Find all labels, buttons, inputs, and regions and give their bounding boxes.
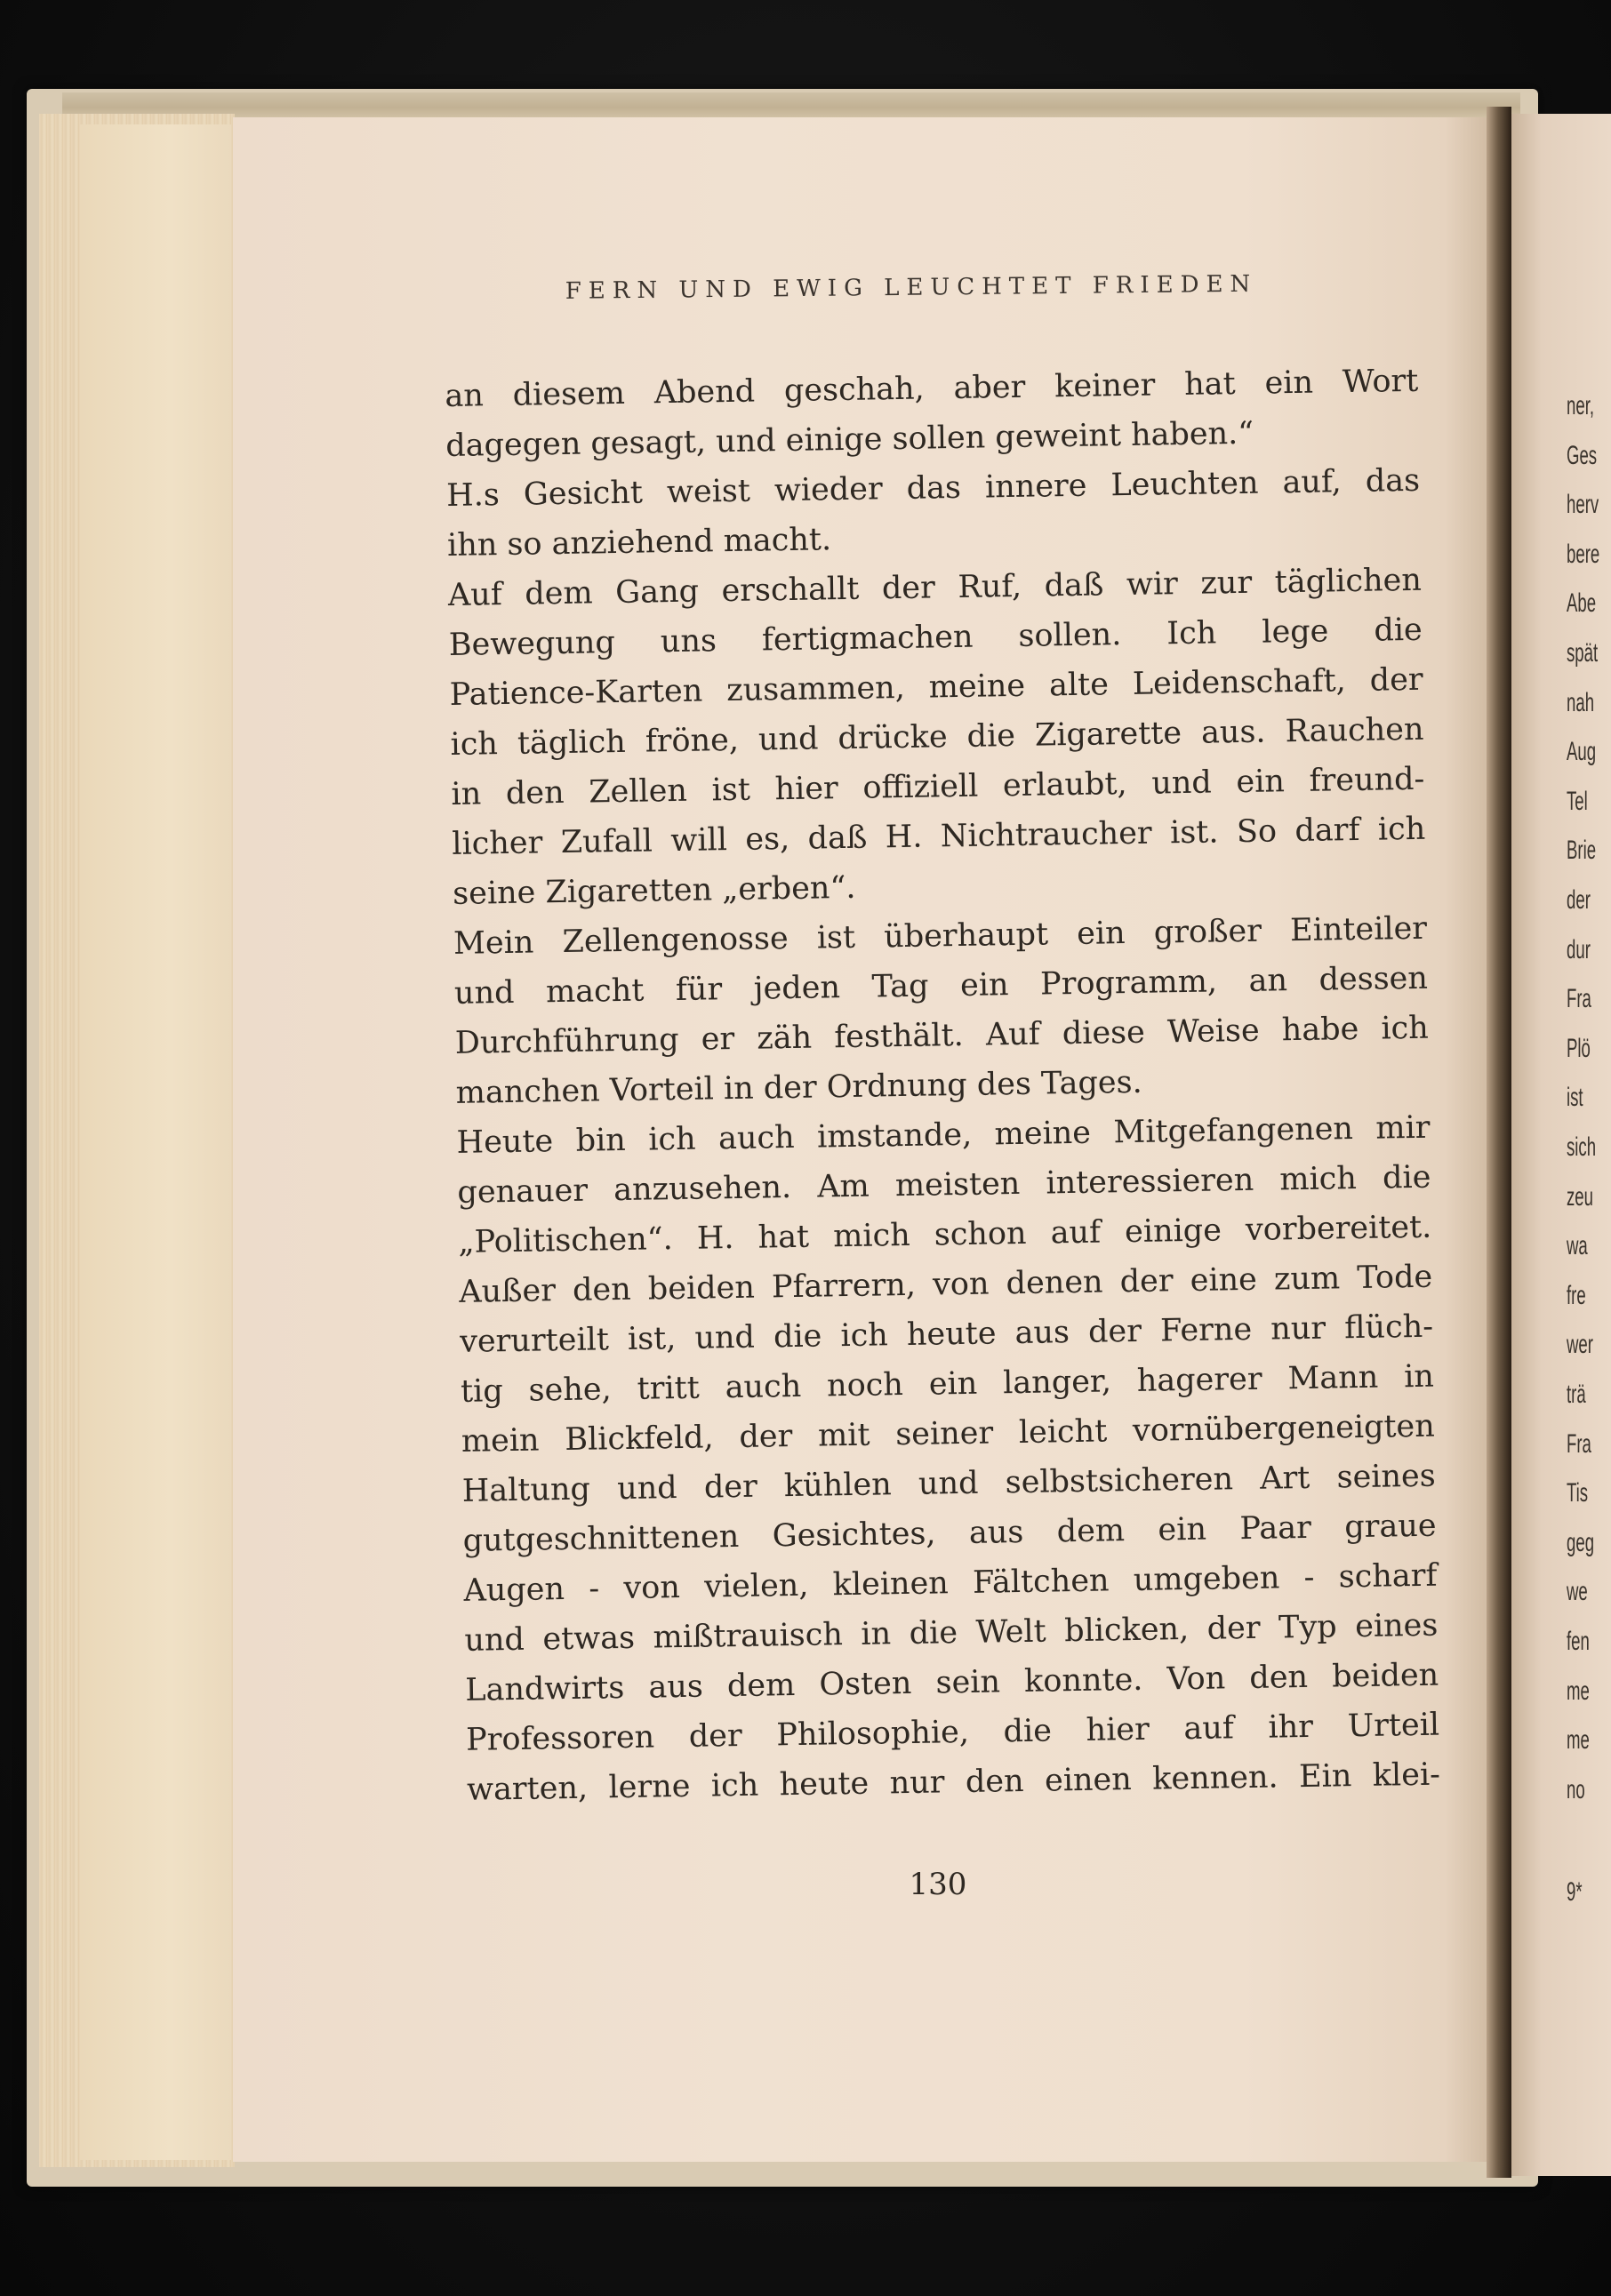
- text-line: Bewegung uns fertigmachen sollen. Ich lege die: [448, 612, 1423, 663]
- facing-page-fragment: Tel: [1567, 786, 1588, 816]
- text-line: an diesem Abend geschah, aber keiner hat ein Wort: [445, 363, 1419, 414]
- facing-page-fragment: Ges: [1567, 440, 1598, 470]
- text-line: Augen - von vielen, kleinen Fältchen umgeben - scharf: [463, 1557, 1438, 1609]
- text-line: Mein Zellengenosse ist überhaupt ein großer Einteiler: [453, 910, 1428, 962]
- facing-page-fragment: trä: [1567, 1380, 1586, 1409]
- facing-page-fragment: wer: [1567, 1330, 1593, 1360]
- text-line: Patience-Karten zusammen, meine alte Leidenschaft, der: [449, 661, 1423, 713]
- facing-page-fragment: nah: [1567, 687, 1595, 717]
- text-line: Landwirts aus dem Osten sein konnte. Von den beiden: [464, 1657, 1439, 1708]
- facing-page-fragment: 9*: [1567, 1877, 1583, 1908]
- body-text: [445, 356, 1440, 1815]
- facing-page-fragment: me: [1567, 1725, 1590, 1756]
- text-line: Haltung und der kühlen und selbstsicheren Art seines: [461, 1458, 1436, 1509]
- text-line: Durchführung er zäh festhält. Auf diese Weise habe ich: [454, 1010, 1430, 1061]
- text-line: H.s Gesicht weist wieder das innere Leuchten auf, das: [445, 462, 1421, 514]
- text-line: verurteilt ist, und die ich heute aus der Ferne nur flüch-: [459, 1308, 1434, 1360]
- facing-page-fragment: Fra: [1567, 984, 1591, 1014]
- text-line: genauer anzusehen. Am meisten interessieren mich die: [457, 1159, 1431, 1211]
- text-line: Professoren der Philosophie, die hier auf ihr Urteil: [465, 1707, 1440, 1758]
- text-line: und etwas mißtrauisch in die Welt blicken, der Typ eines: [464, 1607, 1439, 1659]
- text-line: licher Zufall will es, daß H. Nichtraucher ist. So darf ich: [452, 811, 1426, 862]
- facing-page-fragment: no: [1567, 1774, 1585, 1804]
- text-line: Außer den beiden Pfarrern, von denen der eine zum Tode: [458, 1259, 1433, 1310]
- text-line: seine Zigaretten „erben“.: [452, 869, 856, 912]
- facing-page-fragment: sich: [1567, 1132, 1597, 1162]
- text-line: dagegen gesagt, und einige sollen geweint haben.“: [445, 415, 1254, 464]
- facing-page-fragment: der: [1567, 885, 1591, 915]
- facing-page-fragment: fen: [1567, 1627, 1590, 1656]
- text-line: mein Blickfeld, der mit seiner leicht vornübergeneigten: [461, 1408, 1436, 1460]
- page-number: 130: [909, 1867, 967, 1902]
- facing-page-fragment: geg: [1567, 1527, 1595, 1557]
- text-line: und macht für jeden Tag ein Programm, an dessen: [453, 960, 1429, 1012]
- facing-page-fragment: ner,: [1567, 391, 1595, 420]
- facing-page-fragment: Fra: [1567, 1428, 1591, 1459]
- text-line: gutgeschnittenen Gesichtes, aus dem ein Paar graue: [462, 1508, 1437, 1559]
- facing-page-fragment: Aug: [1567, 737, 1597, 767]
- facing-page-fragment: we: [1567, 1577, 1588, 1607]
- book-gutter: [1487, 107, 1511, 2178]
- text-line: „Politischen“. H. hat mich schon auf einige vorbereitet.: [458, 1209, 1432, 1260]
- facing-page-fragment: bere: [1567, 539, 1600, 569]
- text-line: manchen Vorteil in der Ordnung des Tages.: [455, 1064, 1142, 1111]
- facing-page-fragment: spät: [1567, 638, 1599, 668]
- facing-page-fragment: fre: [1567, 1280, 1586, 1310]
- facing-page-fragment: me: [1567, 1676, 1590, 1706]
- facing-page-fragment: Tis: [1567, 1478, 1589, 1508]
- page-block-inner-edge: [80, 124, 231, 2160]
- facing-page-fragment: wa: [1567, 1231, 1588, 1261]
- text-line: Auf dem Gang erschallt der Ruf, daß wir zur täglichen: [447, 562, 1423, 613]
- text-line: ihn so anziehend macht.: [446, 522, 832, 564]
- text-line: tig sehe, tritt auch noch ein langer, hagerer Mann in: [460, 1358, 1435, 1410]
- facing-page-fragment: Abe: [1567, 588, 1597, 619]
- facing-page-fragment: dur: [1567, 934, 1591, 964]
- text-line: Heute bin ich auch imstande, meine Mitgefangenen mir: [456, 1109, 1431, 1161]
- facing-page-fragment: Brie: [1567, 836, 1597, 866]
- facing-page-fragment: zeu: [1567, 1181, 1593, 1212]
- facing-page-fragment: Plö: [1567, 1033, 1591, 1063]
- text-line: ich täglich fröne, und drücke die Zigarette aus. Rauchen: [450, 711, 1424, 763]
- text-line: in den Zellen ist hier offiziell erlaubt, und ein freund-: [451, 761, 1425, 812]
- text-line: warten, lerne ich heute nur den einen kennen. Ein klei-: [466, 1756, 1441, 1808]
- facing-page-fragment: ist: [1567, 1083, 1583, 1113]
- facing-page: [1511, 114, 1611, 2176]
- running-head: FERN UND EWIG LEUCHTET FRIEDEN: [565, 270, 1258, 305]
- facing-page-fragment: herv: [1567, 490, 1599, 520]
